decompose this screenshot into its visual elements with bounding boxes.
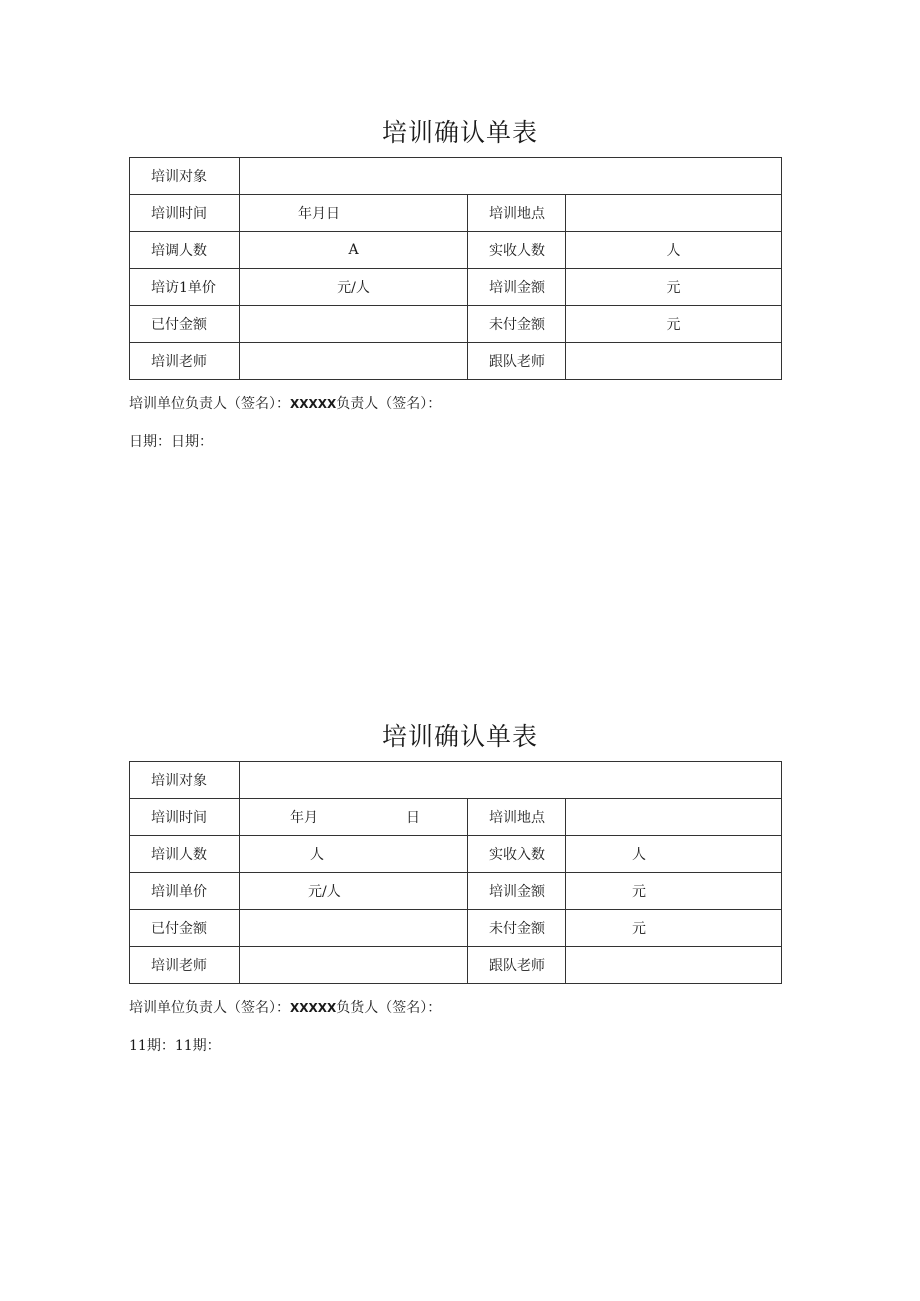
unpaid-field[interactable]: 元 xyxy=(566,306,782,343)
signature-suffix: 负责人（签名）： xyxy=(336,396,442,412)
time-field[interactable]: 年月日 xyxy=(240,195,468,232)
signature-mark: XXXXX xyxy=(290,397,337,411)
paid-label: 已付金额 xyxy=(130,306,240,343)
signature-suffix: 负货人（签名）： xyxy=(336,1000,442,1016)
location-field[interactable] xyxy=(566,799,782,836)
row-price xyxy=(130,873,782,910)
signature-line xyxy=(129,997,441,1017)
target-label: 培训对象 xyxy=(130,158,240,195)
form-table xyxy=(129,761,782,984)
paid-label: 已付金额 xyxy=(130,910,240,947)
row-target xyxy=(130,158,782,195)
count-label: 培调人数 xyxy=(130,232,240,269)
unpaid-label: 未付金额 xyxy=(468,306,566,343)
paid-field[interactable] xyxy=(240,910,468,947)
price-field[interactable]: 元/人 xyxy=(240,269,468,306)
escort-field[interactable] xyxy=(566,947,782,984)
actual-label: 实收人数 xyxy=(468,232,566,269)
unpaid-label: 未付金额 xyxy=(468,910,566,947)
teacher-label: 培训老师 xyxy=(130,947,240,984)
confirmation-form-2 xyxy=(0,717,920,1054)
row-price xyxy=(130,269,782,306)
count-field[interactable]: A xyxy=(240,232,468,269)
time-label: 培训时间 xyxy=(130,799,240,836)
form-title: 培训确认单表 xyxy=(381,118,538,147)
confirmation-form-1 xyxy=(0,113,920,450)
target-field[interactable] xyxy=(240,158,782,195)
price-label: 培训单价 xyxy=(130,873,240,910)
time-field[interactable] xyxy=(240,799,468,836)
date-line: 11期：11期： xyxy=(129,1038,221,1054)
location-field[interactable] xyxy=(566,195,782,232)
price-label: 培访1单价 xyxy=(130,269,240,306)
time-month: 年月 xyxy=(290,810,318,826)
escort-label: 跟队老师 xyxy=(468,343,566,380)
row-paid xyxy=(130,910,782,947)
row-paid xyxy=(130,306,782,343)
actual-field[interactable]: 人 xyxy=(566,836,782,873)
location-label: 培训地点 xyxy=(468,799,566,836)
escort-field[interactable] xyxy=(566,343,782,380)
time-label: 培训时间 xyxy=(130,195,240,232)
form-title: 培训确认单表 xyxy=(381,722,538,751)
unpaid-field[interactable]: 元 xyxy=(566,910,782,947)
location-label: 培训地点 xyxy=(468,195,566,232)
amount-label: 培训金额 xyxy=(468,269,566,306)
teacher-label: 培训老师 xyxy=(130,343,240,380)
escort-label: 跟队老师 xyxy=(468,947,566,984)
signature-prefix: 培训单位负责人（签名）： xyxy=(129,1000,290,1016)
signature-mark: XXXXX xyxy=(290,1001,337,1015)
date-line: 日期：日期： xyxy=(129,434,213,450)
row-teacher xyxy=(130,947,782,984)
teacher-field[interactable] xyxy=(240,343,468,380)
amount-field[interactable]: 元 xyxy=(566,873,782,910)
form-table xyxy=(129,157,782,380)
row-teacher xyxy=(130,343,782,380)
signature-line xyxy=(129,393,441,413)
row-count xyxy=(130,232,782,269)
actual-field[interactable]: 人 xyxy=(566,232,782,269)
row-time xyxy=(130,195,782,232)
amount-field[interactable]: 元 xyxy=(566,269,782,306)
target-label: 培训对象 xyxy=(130,762,240,799)
amount-label: 培训金额 xyxy=(468,873,566,910)
row-target xyxy=(130,762,782,799)
signature-prefix: 培训单位负责人（签名）： xyxy=(129,396,290,412)
teacher-field[interactable] xyxy=(240,947,468,984)
row-time xyxy=(130,799,782,836)
price-field[interactable]: 元/人 xyxy=(240,873,468,910)
time-day: 日 xyxy=(406,810,420,826)
row-count xyxy=(130,836,782,873)
target-field[interactable] xyxy=(240,762,782,799)
count-label: 培训人数 xyxy=(130,836,240,873)
paid-field[interactable] xyxy=(240,306,468,343)
actual-label: 实收入数 xyxy=(468,836,566,873)
count-field[interactable]: 人 xyxy=(240,836,468,873)
